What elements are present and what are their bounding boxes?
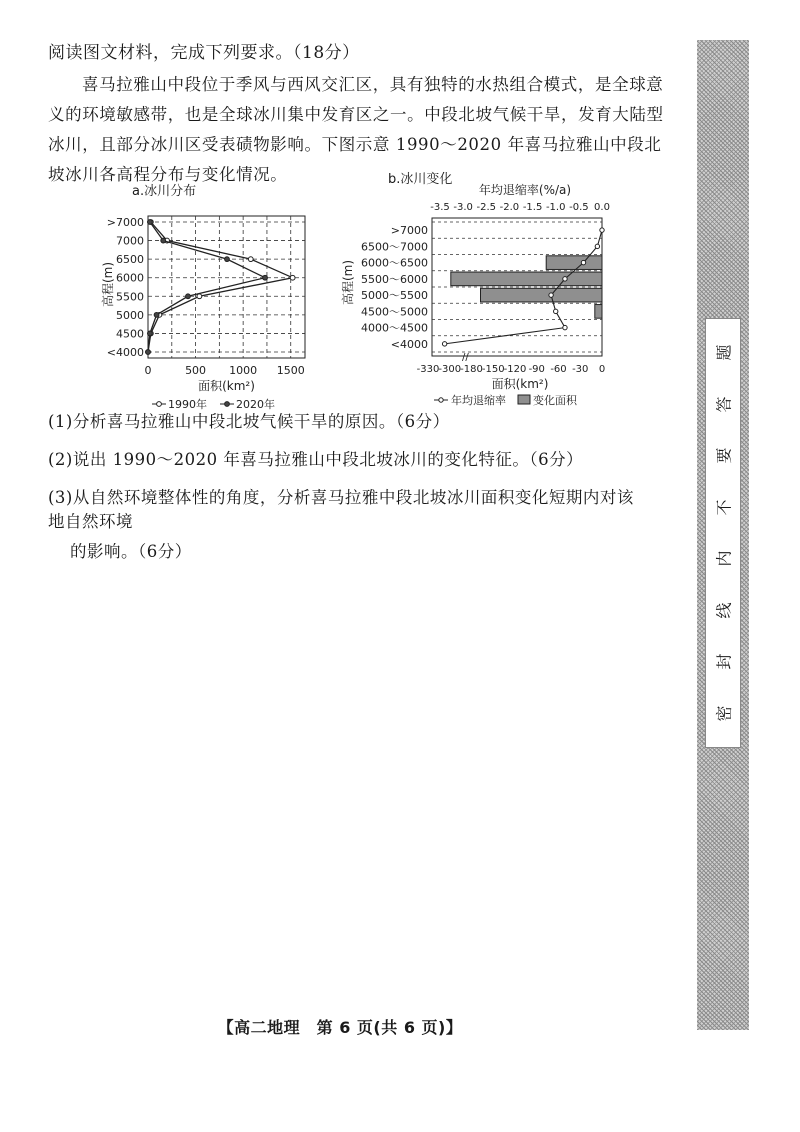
y-tick-label: 7000 [116,234,144,248]
area-change-bar [595,305,602,319]
retreat-rate-point [600,228,604,232]
x-axis-label: 面积(km²) [198,379,255,393]
top-tick-label: -1.0 [545,202,566,213]
y-tick-label: 4500 [116,327,144,341]
y-tick-label: 6000～6500 [361,256,428,270]
seal-char: 内 [714,550,734,567]
y-axis-label: 高程(m) [341,259,355,305]
data-point [225,257,230,262]
y-tick-label: 4500～5000 [361,305,428,319]
y-tick-label: 5000～5500 [361,289,428,303]
legend-label: 2020年 [236,398,275,411]
y-axis-label: 高程(m) [101,261,115,307]
chart-a [60,200,360,415]
data-point [248,257,253,262]
retreat-rate-point [563,277,567,281]
retreat-rate-point [595,244,599,248]
legend-marker [225,402,230,407]
top-tick-label: -0.5 [569,202,589,213]
top-tick-label: -3.5 [430,202,450,213]
question-3-continued: 的影响。（6分） [70,542,192,561]
top-tick-label: -3.0 [453,202,473,213]
area-change-bar [481,288,603,302]
bottom-axis-label: 面积(km²) [491,377,549,391]
retreat-rate-point [442,342,446,346]
questions-section [48,410,648,578]
seal-char: 密 [714,705,734,722]
bottom-tick-label: -60 [550,364,567,375]
passage-text: 喜马拉雅山中段位于季风与西风交汇区，具有独特的水热组合模式，是全球意义的环境敏感带，也是全球冰川集中发育区之一。中段北坡气候干旱，发育大陆型冰川，且部分冰川区受表碛物影响。下图示意 1990～2020 年喜马拉雅山中段北坡冰川各高程分布与变化情况。 [48,75,664,184]
top-tick-label: -2.0 [499,202,520,213]
top-tick-label: 0.0 [594,202,610,213]
data-point [154,312,159,317]
area-change-bar [451,272,602,286]
y-tick-label: 6500～7000 [361,240,428,254]
y-tick-label: 5500～6000 [361,272,428,286]
seal-char: 不 [714,499,734,516]
data-point [186,294,191,299]
data-point [290,275,295,280]
y-tick-label: 6500 [116,253,144,267]
legend-label: 1990年 [168,398,207,411]
question-1: (1)分析喜马拉雅山中段北坡气候干旱的原因。（6分） [48,412,450,431]
seal-line-notice [705,318,741,748]
legend-marker [157,402,162,407]
top-axis-label: 年均退缩率(%/a) [478,183,572,197]
bottom-tick-label: -120 [503,364,527,375]
bottom-tick-label: -30 [572,364,589,375]
x-tick-label: 500 [185,364,207,377]
x-tick-label: 1500 [276,364,305,377]
question-2: (2)说出 1990～2020 年喜马拉雅山中段北坡冰川的变化特征。（6分） [48,450,584,469]
seal-char: 封 [714,653,734,670]
y-tick-label: 5000 [116,308,144,322]
y-tick-label: 4000～4500 [361,321,428,335]
seal-char: 要 [714,447,734,464]
x-tick-label: 1000 [229,364,258,377]
seal-char: 题 [714,344,734,361]
legend-label: 变化面积 [533,394,577,407]
chart-b-title: b.冰川变化 [388,172,453,187]
question-intro: 阅读图文材料，完成下列要求。（18分） [48,43,360,63]
y-tick-label: 6000 [116,271,144,285]
data-point [146,350,151,355]
area-change-bar [546,256,602,270]
legend-label: 年均退缩率 [451,394,506,407]
data-point [263,275,268,280]
seal-char: 答 [714,396,734,413]
data-point [161,238,166,243]
y-tick-label: 5500 [116,290,144,304]
bottom-tick-label: -300 [438,364,462,375]
bottom-tick-label: -180 [460,364,483,375]
top-tick-label: -2.5 [476,202,497,213]
chart-a-title: a.冰川分布 [132,184,197,199]
bottom-tick-label: -90 [528,364,545,375]
bottom-tick-label: 0 [598,364,606,375]
legend-swatch [518,395,530,404]
y-tick-label: <4000 [390,337,428,351]
seal-char: 线 [714,602,734,619]
retreat-rate-point [554,309,558,313]
question-3: (3)从自然环境整体性的角度，分析喜马拉雅中段北坡冰川面积变化短期内对该地自然环境 [48,488,634,531]
data-point [148,220,153,225]
top-tick-label: -1.5 [522,202,543,213]
retreat-rate-point [563,325,567,329]
axis-break-mark: // [462,352,469,363]
y-tick-label: <4000 [106,346,144,359]
legend-marker [439,398,443,402]
bottom-tick-label: -150 [481,364,505,375]
page-footer: 【高二地理 第 6 页(共 6 页)】 [217,1018,463,1037]
x-tick-label: 0 [144,364,152,377]
y-tick-label: >7000 [390,224,428,238]
data-point [148,331,153,336]
retreat-rate-point [549,293,553,297]
y-tick-label: >7000 [106,216,144,229]
retreat-rate-point [581,260,585,264]
bottom-tick-label: -330 [416,364,440,375]
chart-b [330,180,630,415]
